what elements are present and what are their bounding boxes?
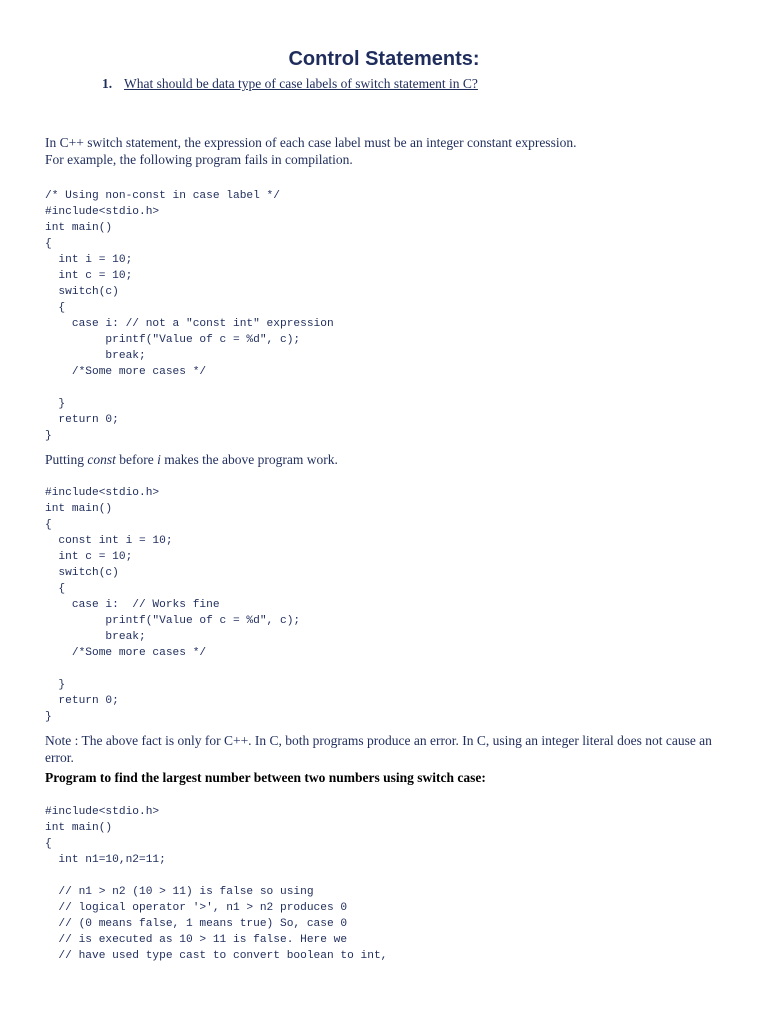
putting-const-text-3: makes the above program work. bbox=[160, 452, 338, 467]
code-block-largest-number: #include<stdio.h> int main() { int n1=10,n2=11; // n1 > n2 (10 > 11) is false so using // logical operator '>', n1 > n2 produces 0 // (0 means false, 1 means true) So, case 0 // is executed as 10 > 11 is false. Here we // have used type cast to convert boolean to int, bbox=[45, 806, 388, 962]
intro-line-2: For example, the following program fails in compilation. bbox=[45, 152, 353, 167]
putting-const-text-2: before bbox=[115, 452, 158, 467]
code-block-const: #include<stdio.h> int main() { const int i = 10; int c = 10; switch(c) { case i: // Works fine printf("Value of c = %d", c); break; /*Some more cases */ } return 0; } bbox=[45, 487, 301, 723]
note-paragraph: Note : The above fact is only for C++. In C, both programs produce an error. In C, using an integer literal does not cause an error. bbox=[45, 733, 712, 765]
intro-line-1: In C++ switch statement, the expression of each case label must be an integer constant expression. bbox=[45, 135, 577, 150]
variable-i: i bbox=[157, 452, 161, 467]
question-1 bbox=[102, 76, 478, 92]
putting-const-paragraph bbox=[45, 451, 735, 468]
question-text: What should be data type of case labels of switch statement in C? bbox=[124, 76, 478, 91]
code-block-non-const: /* Using non-const in case label */ #include<stdio.h> int main() { int i = 10; int c = 10; switch(c) { case i: // not a "const int" expression printf("Value of c = %d", c); break; /*Some more cases */ } return 0; } bbox=[45, 190, 334, 442]
intro-paragraph bbox=[45, 134, 735, 168]
const-keyword: const bbox=[87, 452, 116, 467]
putting-const-text-1: Putting bbox=[45, 452, 88, 467]
question-number: 1. bbox=[102, 76, 113, 91]
page-title: Control Statements: bbox=[288, 48, 480, 70]
section-heading: Program to find the largest number between two numbers using switch case: bbox=[45, 770, 486, 785]
